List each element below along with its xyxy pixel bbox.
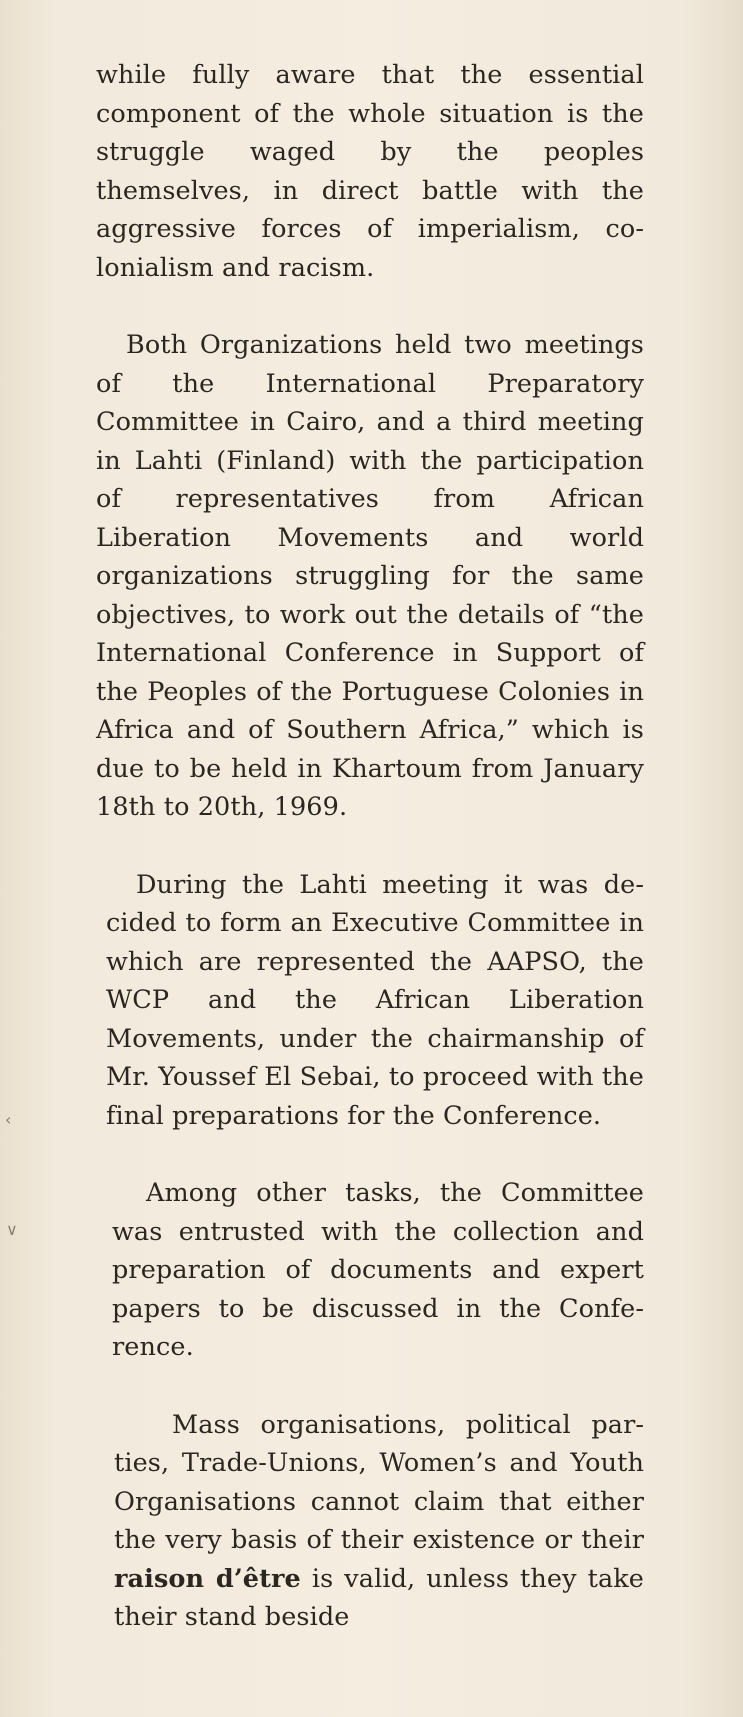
body-text bbox=[96, 56, 644, 1637]
paragraph-2: Both Organizations held two meetings of the International Preparatory Committee in Cairo, and a third meeting in Lahti (Finland) with the participation of representatives from African Liberation Movements and world organizations struggling for the same objectives, to work out the details of “the International Conference in Support of the Peoples of the Portuguese Colonies in Africa and of Southern Africa,” which is due to be held in Khartoum from January 18th to 20th, 1969. bbox=[96, 330, 644, 822]
paragraph-4: Among other tasks, the Committee was entrusted with the collection and preparation of documents and expert papers to be discussed in the Conference. bbox=[112, 1178, 644, 1362]
paragraph-1: while fully aware that the essential component of the whole situation is the struggle waged by the peoples themselves, in direct battle with the aggressive forces of imperialism, colonialism and racism. bbox=[96, 60, 644, 283]
raison-detre-emphasis: raison d’être bbox=[114, 1563, 301, 1594]
paragraph-5-text-before: Mass organisations, political parties, Trade-Unions, Women’s and Youth Organisations cannot claim that either the very basis of their existence or their bbox=[114, 1409, 644, 1555]
margin-mark: ∨ bbox=[6, 1220, 18, 1239]
margin-mark: ‹ bbox=[5, 1110, 12, 1129]
paragraph-5-text-after: is valid, unless they take their stand beside bbox=[114, 1563, 644, 1632]
paragraph-5 bbox=[96, 1406, 644, 1637]
paragraph-3: During the Lahti meeting it was decided to form an Executive Committee in which are represented the AAPSO, the WCP and the African Liberation Movements, under the chairmanship of Mr. Youssef El Sebai, to proceed with the final preparations for the Conference. bbox=[106, 869, 644, 1131]
